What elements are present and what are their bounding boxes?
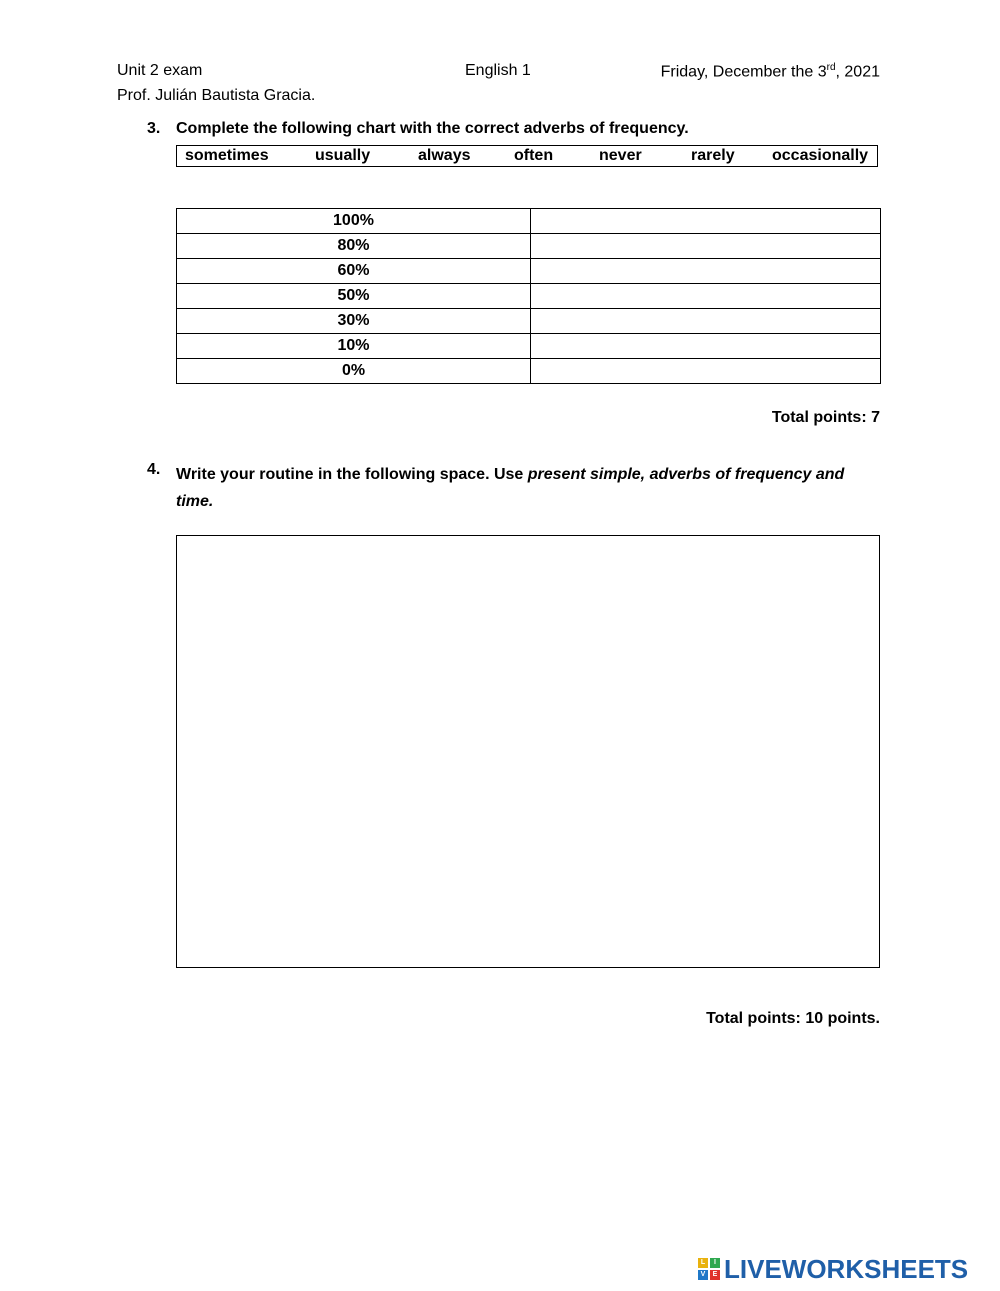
answer-cell[interactable] (531, 259, 881, 284)
answer-cell[interactable] (531, 234, 881, 259)
q3-total: Total points: 7 (771, 409, 880, 426)
answer-cell[interactable] (531, 334, 881, 359)
table-row (177, 259, 881, 284)
q4-total: Total points: 10 points. (706, 1010, 880, 1027)
word-bank-item: often (514, 147, 554, 164)
header-unit: Unit 2 exam (117, 62, 203, 79)
header-date (661, 62, 880, 81)
q3-number: 3. (147, 120, 161, 137)
header-teacher: Prof. Julián Bautista Gracia. (117, 87, 316, 104)
table-row (177, 309, 881, 334)
logo-text: LIVEWORKSHEETS (724, 1254, 969, 1284)
table-row (177, 209, 881, 234)
table-row (177, 234, 881, 259)
percent-cell: 100% (177, 209, 531, 234)
word-bank-item: sometimes (185, 147, 269, 164)
word-bank-item: occasionally (772, 147, 869, 164)
answer-cell[interactable] (531, 359, 881, 384)
answer-cell[interactable] (531, 309, 881, 334)
percent-cell: 10% (177, 334, 531, 359)
percent-cell: 0% (177, 359, 531, 384)
word-bank-item: usually (315, 147, 371, 164)
date-suffix: , 2021 (835, 63, 880, 81)
word-bank-item: rarely (691, 147, 735, 164)
logo-square: V (698, 1270, 708, 1280)
percent-cell: 60% (177, 259, 531, 284)
percent-cell: 50% (177, 284, 531, 309)
percent-cell: 30% (177, 309, 531, 334)
percent-cell: 80% (177, 234, 531, 259)
logo-square: E (710, 1270, 720, 1280)
answer-cell[interactable] (531, 284, 881, 309)
table-row (177, 359, 881, 384)
q4-instruction-italic: present simple, adverbs of frequency and time. (176, 466, 845, 510)
table-row (177, 334, 881, 359)
date-prefix: Friday, December the 3 (660, 63, 827, 81)
q3-instruction: Complete the following chart with the correct adverbs of frequency. (176, 120, 689, 137)
word-bank (176, 145, 878, 167)
logo-icon (698, 1258, 720, 1280)
routine-answer-box[interactable] (176, 535, 880, 968)
header-course: English 1 (465, 62, 531, 79)
frequency-table (176, 208, 881, 384)
q4-instruction (176, 461, 880, 515)
date-sup: rd (826, 62, 836, 73)
logo-square: L (698, 1258, 708, 1268)
q4-instruction-text: Write your routine in the following space. Use (176, 466, 528, 483)
table-row (177, 284, 881, 309)
logo-square: I (710, 1258, 720, 1268)
q4-number: 4. (147, 461, 161, 478)
word-bank-item: never (599, 147, 642, 164)
word-bank-item: always (418, 147, 471, 164)
answer-cell[interactable] (531, 209, 881, 234)
